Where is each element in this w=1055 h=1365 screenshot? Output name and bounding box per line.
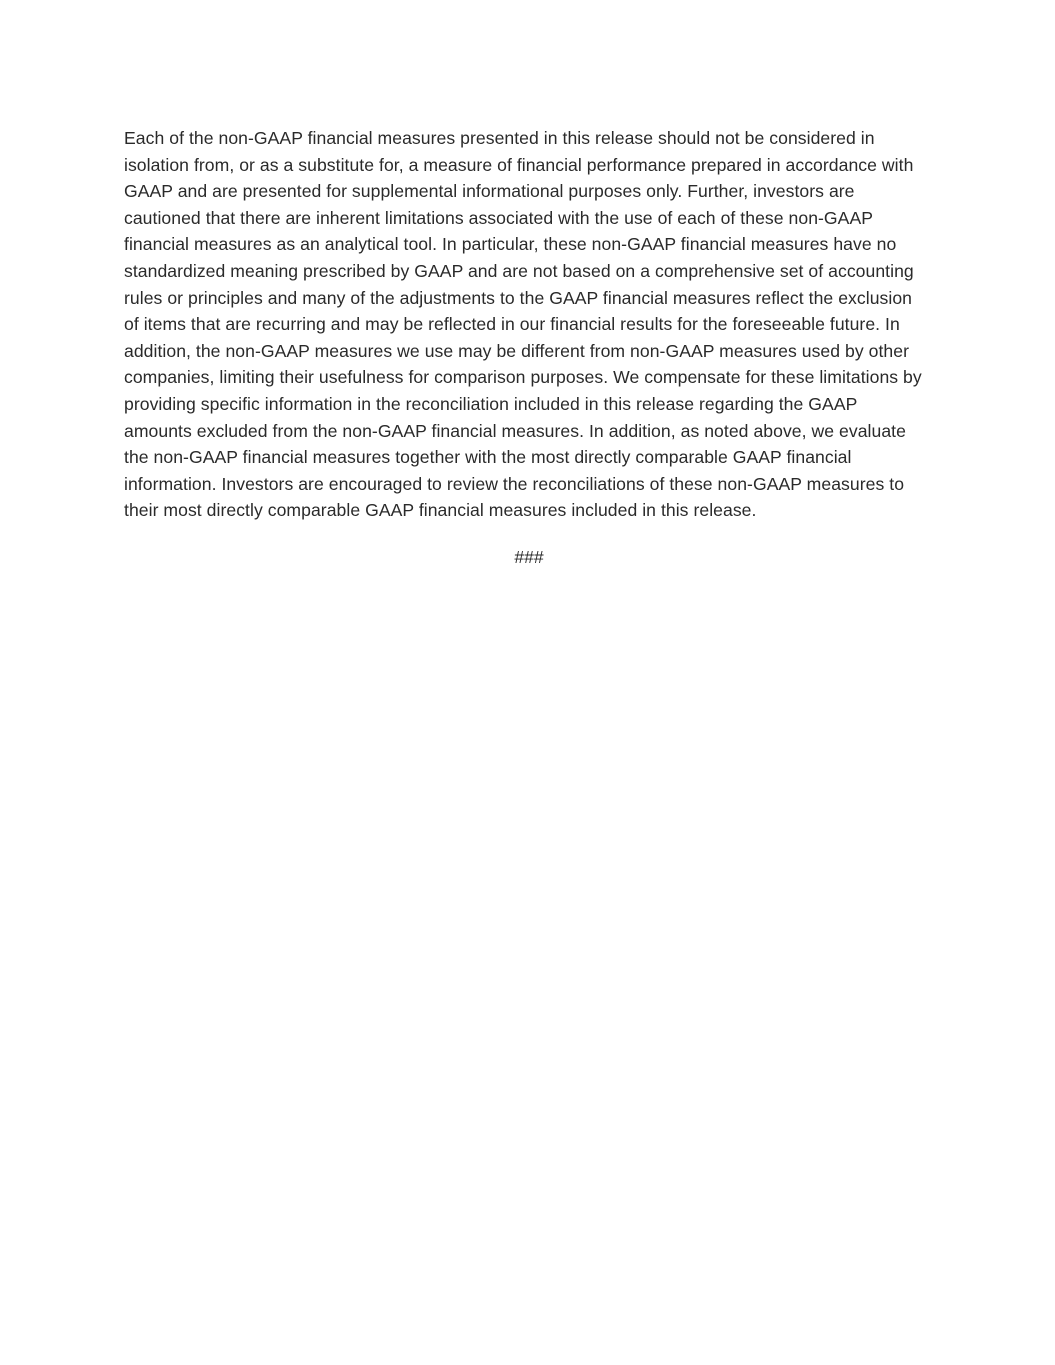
end-of-release-mark: ### [514, 546, 544, 567]
document-content [124, 125, 924, 571]
non-gaap-disclaimer-paragraph: Each of the non-GAAP financial measures presented in this release should not be considered in isolation from, or as a substitute for, a measure of financial performance prepared in accordance with GAAP and are presented for supplemental informational purposes only. Further, investors are cautioned that there are inherent limitations associated with the use of each of these non-GAAP financial measures as an analytical tool. In particular, these non-GAAP financial measures have no standardized meaning prescribed by GAAP and are not based on a comprehensive set of accounting rules or principles and many of the adjustments to the GAAP financial measures reflect the exclusion of items that are recurring and may be reflected in our financial results for the foreseeable future. In addition, the non-GAAP measures we use may be different from non-GAAP measures used by other companies, limiting their usefulness for comparison purposes. We compensate for these limitations by providing specific information in the reconciliation included in this release regarding the GAAP amounts excluded from the non-GAAP financial measures. In addition, as noted above, we evaluate the non-GAAP financial measures together with the most directly comparable GAAP financial information. Investors are encouraged to review the reconciliations of these non-GAAP measures to their most directly comparable GAAP financial measures included in this release. [124, 128, 922, 521]
